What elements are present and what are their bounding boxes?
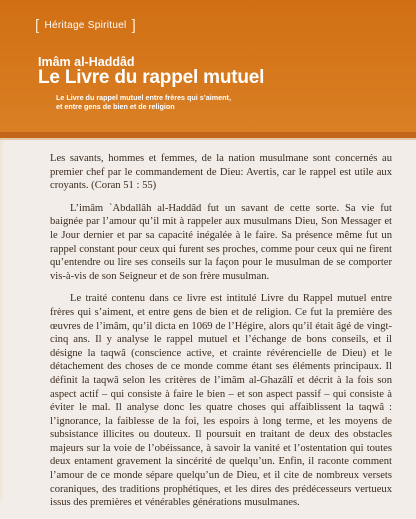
blurb-paragraph: Les savants, hommes et femmes, de la nation musulmane sont concernés au premier chef par le commandement de Dieu: Avertis, car le rappel est utile aux croyants. (Coran 51 : 55) bbox=[50, 153, 392, 192]
left-margin-shade bbox=[0, 140, 3, 501]
book-title: Le Livre du rappel mutuel bbox=[38, 67, 265, 88]
header-stripe-light bbox=[0, 138, 416, 140]
series-label bbox=[35, 15, 136, 35]
bracket-left-icon: [ bbox=[35, 16, 40, 34]
book-subtitle bbox=[56, 93, 366, 111]
series-name: Héritage Spirituel bbox=[44, 19, 127, 31]
author-name: Imâm al-Haddâd bbox=[38, 55, 135, 69]
blurb-paragraph: L’imâm `Abdallâh al-Haddâd fut un savant de cette sorte. Sa vie fut baignée par l’amour qu’il mit à rappeler aux musulmans Dieu, Son Messager et le Jour dernier et par sa capacité inégalée à le faire. Sa présence même fut un rappel constant pour ceux qui furent ses proches, comme pour ceux qui ne firent qu’entendre ou lire ses conseils sur la façon pour le musulman de se comporter vis-à-vis de son Seigneur et de son frère musulman. bbox=[50, 202, 392, 282]
blurb-paragraph: Le traité contenu dans ce livre est intitulé Livre du Rappel mutuel entre frères qui s’aiment, et entre gens de bien et de religion. Ce fut la première des œuvres de l’imâm, qu’il dicta en 1069 de l’Hégire, alors qu’il était âgé de vingt-cinq ans. Il y analyse le rappel mutuel et l’échange de bons conseils, et il désigne la taqwâ (conscience active, et crainte révérencielle de Dieu) et le détachement des choses de ce monde comme étant ses éléments principaux. Il définit la taqwâ selon les critères de l’imâm al-Ghazâlî et décrit à la fois son aspect actif – qui consiste à faire le bien – et son aspect passif – qui consiste à éviter le mal. Il analyse donc les quatre choses qui affaiblissent la taqwâ : l’ignorance, la faiblesse de la foi, les espoirs à long terme, et les moyens de subsistance illicites ou douteux. Il poursuit en traitant de deux des obstacles majeurs sur la voie de l’obéissance, à savoir la vanité et l’ostentation qui toutes deux entament gravement la sincérité de quelqu’un. Enfin, il raconte comment l’amour de ce monde sépare quelqu’un de Dieu, et il cite de nombreux versets coraniques, des traditions prophétiques, et les dires des prédécesseurs vertueux issus des premières et vénérables générations musulmanes. bbox=[50, 293, 392, 509]
subtitle-line: Le Livre du rappel mutuel entre frères qui s’aiment, bbox=[56, 93, 231, 102]
bracket-right-icon: ] bbox=[131, 16, 137, 34]
blurb-text bbox=[50, 152, 392, 519]
subtitle-line: et entre gens de bien et de religion bbox=[56, 102, 175, 111]
